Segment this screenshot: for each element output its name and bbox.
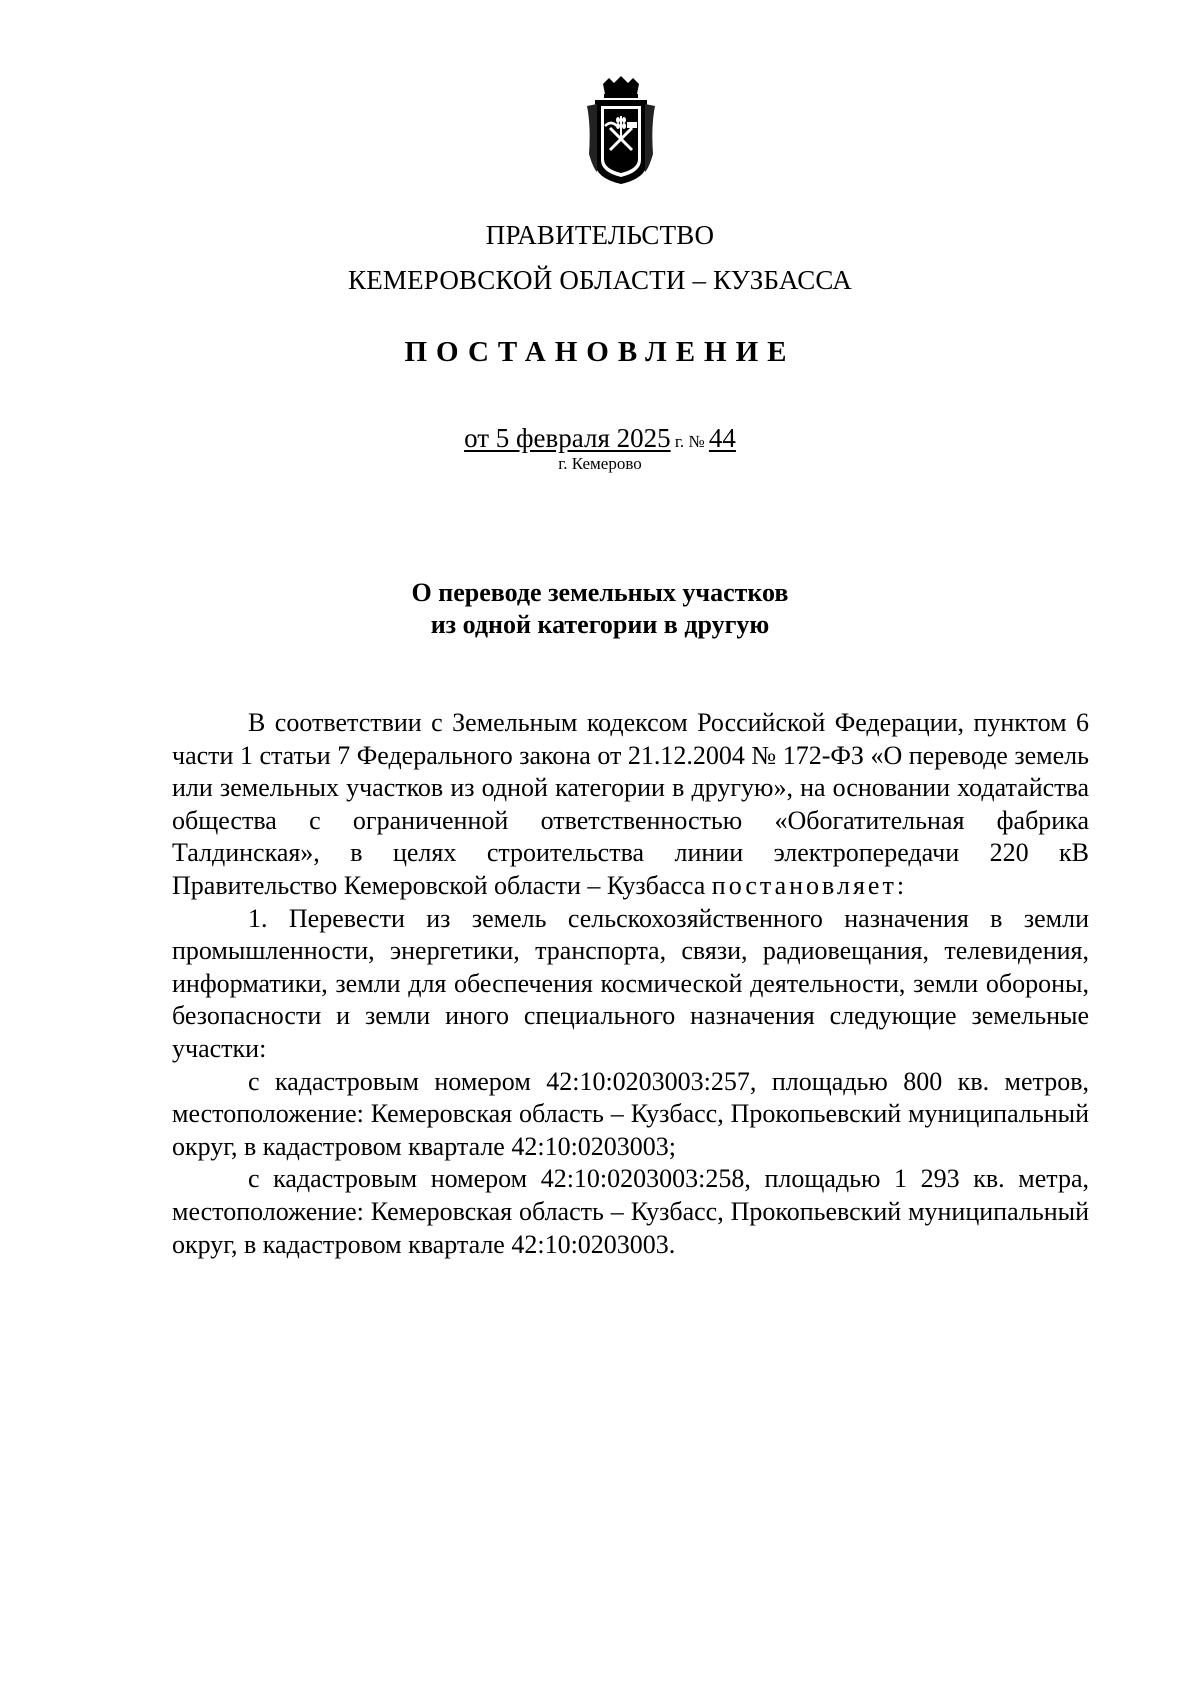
resolution-verb: постановляет: [711, 870, 897, 900]
document-body: [172, 707, 1089, 1261]
document-date: от 5 февраля 2025: [464, 423, 671, 453]
body-paragraph: [172, 707, 1089, 903]
org-name-line1: ПРАВИТЕЛЬСТВО: [485, 220, 715, 250]
subject-line1: О переводе земельных участков: [411, 578, 789, 607]
document-date-number: [0, 423, 1200, 457]
org-name-line2: КЕМЕРОВСКОЙ ОБЛАСТИ – КУЗБАССА: [348, 265, 852, 295]
document-number: 44: [708, 423, 736, 453]
body-paragraph: с кадастровым номером 42:10:0203003:257, площадью 800 кв. метров, местоположение: Кемеровская область – Кузбасс, Прокопьевский муниципальный округ, в кадастровом квартале 42:10:0203003;: [172, 1066, 1089, 1161]
body-paragraph: с кадастровым номером 42:10:0203003:258, площадью 1 293 кв. метра, местоположение: Кемеровская область – Кузбасс, Прокопьевский муниципальный округ, в кадастровом квартале 42:10:0203003.: [172, 1164, 1089, 1259]
coat-of-arms-icon: [581, 76, 661, 186]
subject-line2: из одной категории в другую: [430, 610, 770, 639]
body-paragraph: 1. Перевести из земель сельскохозяйственного назначения в земли промышленности, энергетики, транспорта, связи, радиовещания, телевидения, информатики, земли для обеспечения космической деятельности, земли обороны, безопасности и земли иного специального назначения следующие земельные участки:: [172, 903, 1089, 1063]
document-subject: [0, 577, 1200, 641]
number-label: №: [688, 432, 709, 451]
year-suffix: г.: [670, 432, 689, 451]
preamble-end: :: [896, 870, 905, 900]
document-type-title: ПОСТАНОВЛЕНИЕ: [404, 336, 796, 368]
preamble-text: В соответствии с Земельным кодексом Российской Федерации, пунктом 6 части 1 статьи 7 Федерального закона от 21.12.2004 № 172-ФЗ «О переводе земель или земельных участков из одной категории в другую», на основании ходатайства общества с ограниченной ответственностью «Обогатительная фабрика Талдинская», в целях строительства линии электропередачи 220 кВ Правительство Кемеровской области – Кузбасса: [172, 708, 1089, 900]
document-city: г. Кемерово: [558, 454, 642, 473]
